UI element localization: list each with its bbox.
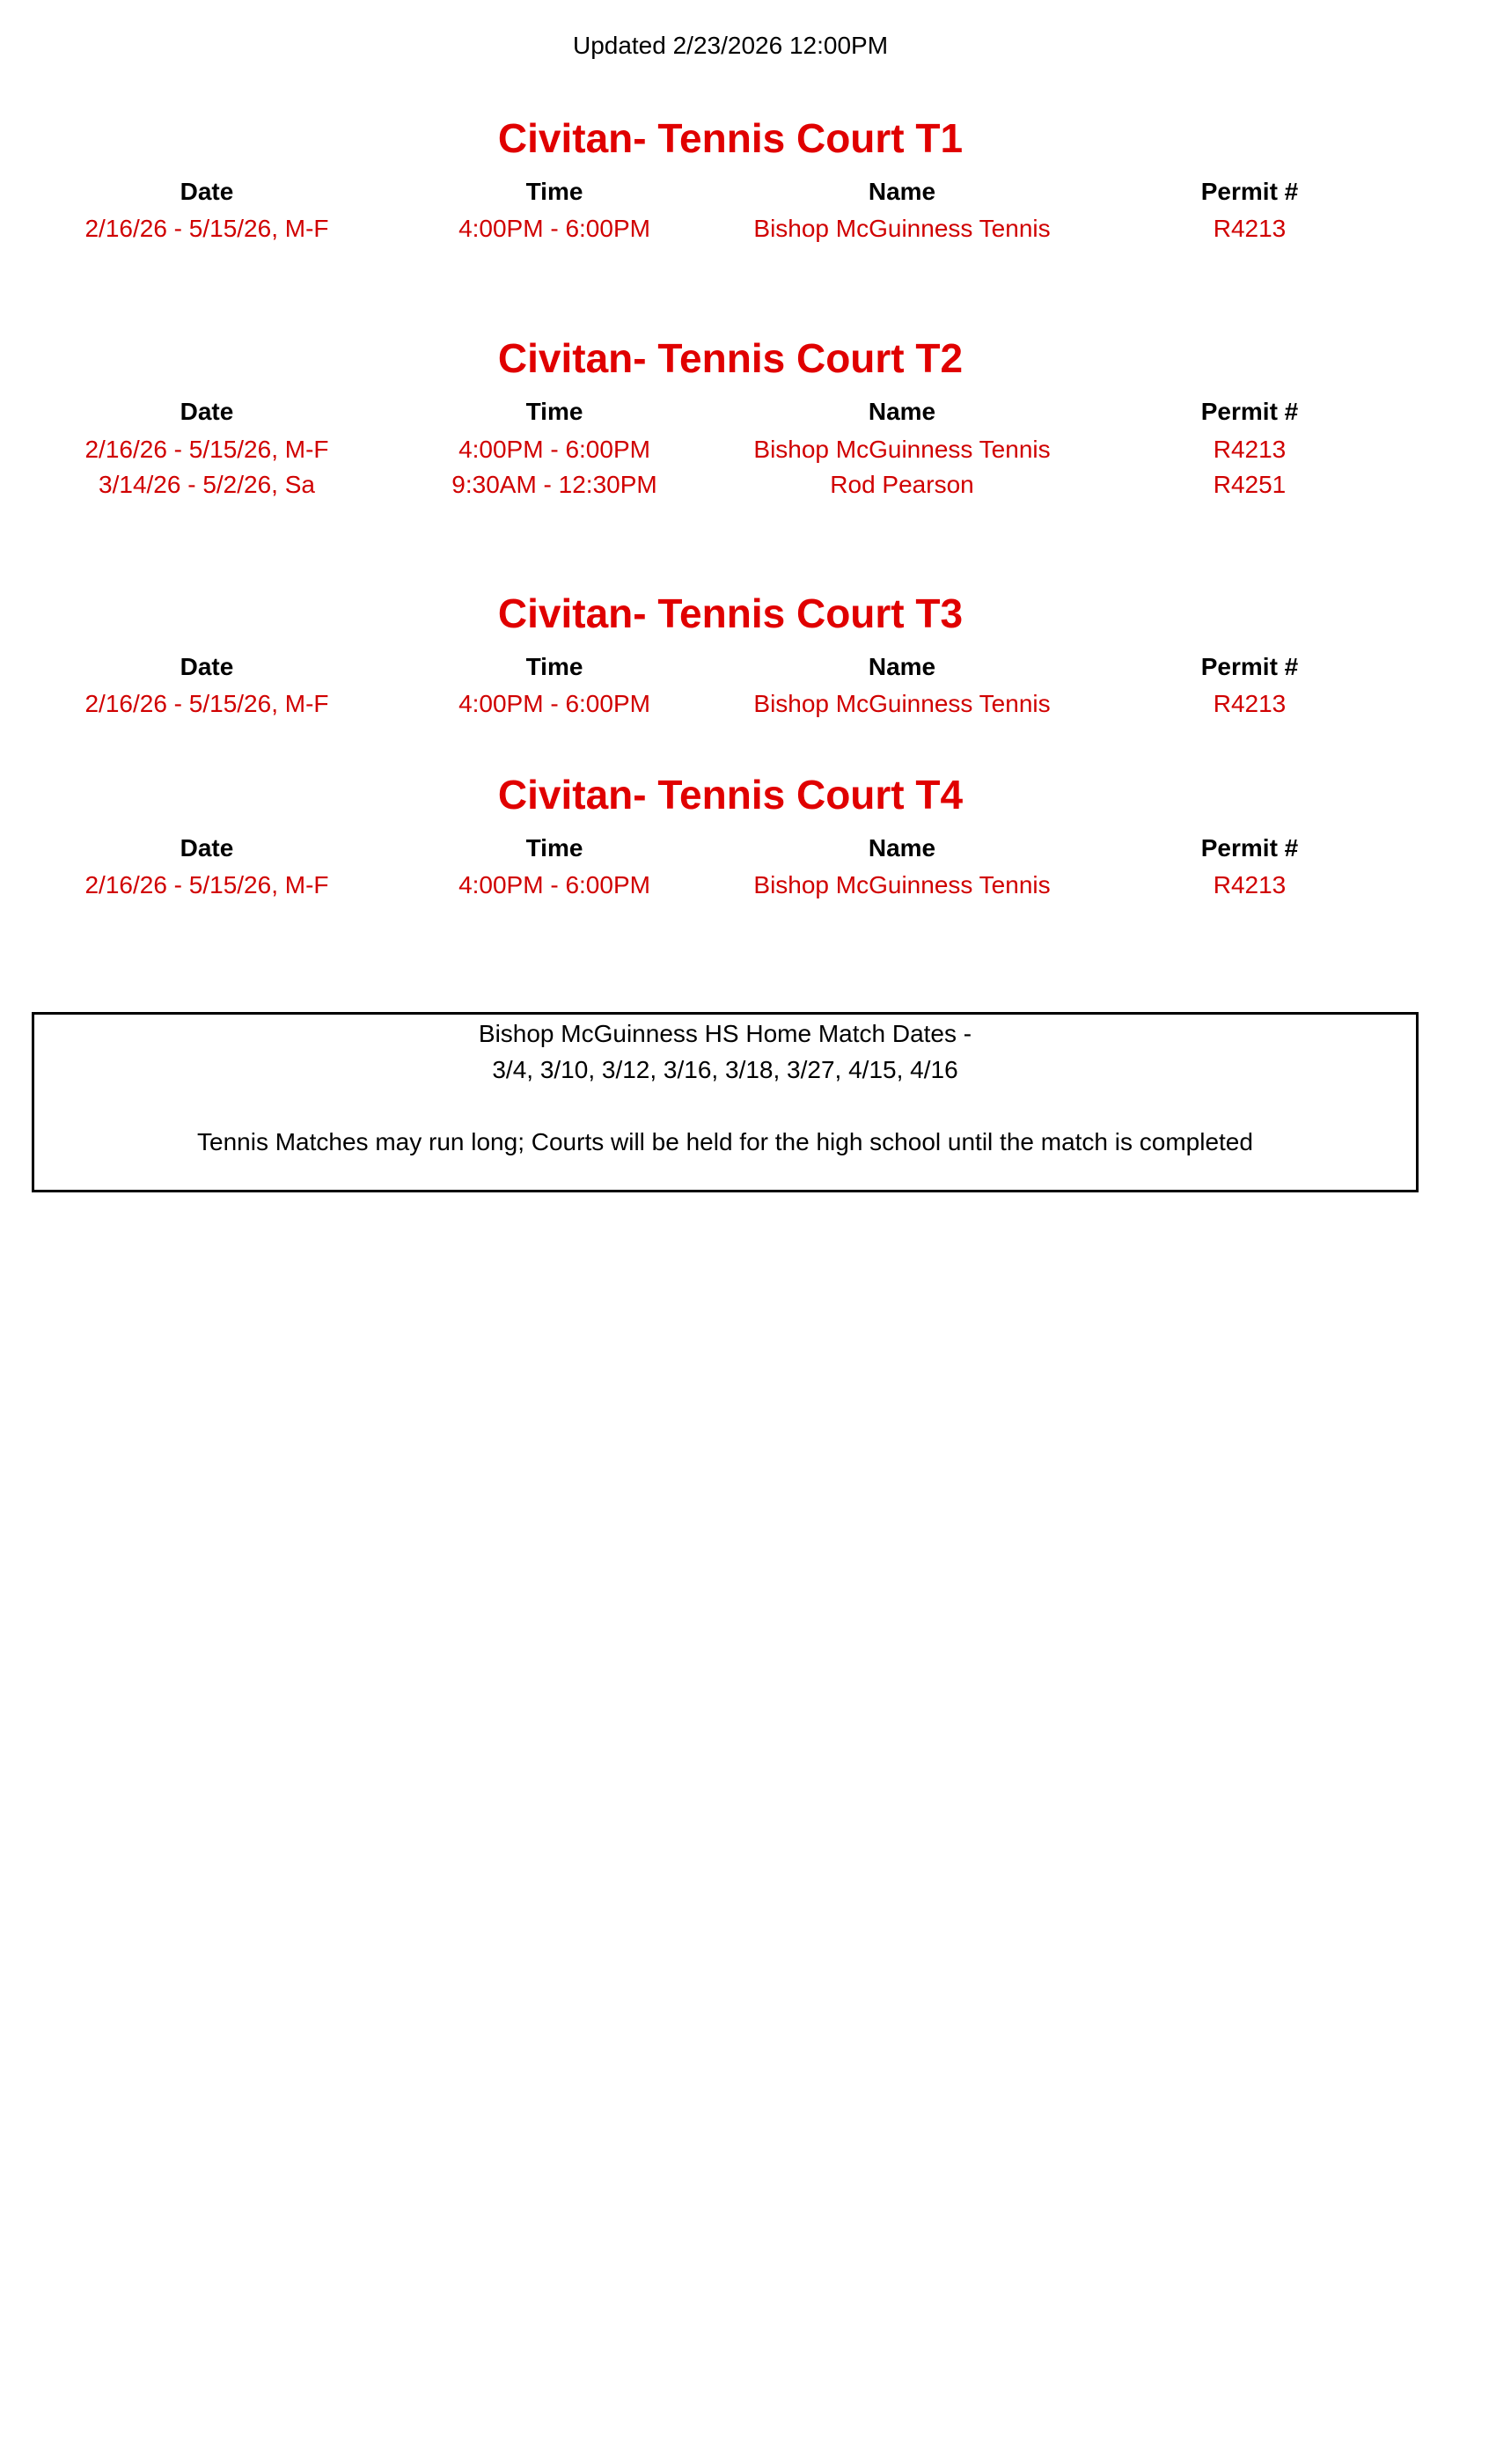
table-header-row	[0, 834, 1496, 869]
row-date: 2/16/26 - 5/15/26, M-F	[84, 215, 329, 242]
note-heading: Bishop McGuinness HS Home Match Dates -	[478, 1020, 972, 1047]
table-row	[0, 436, 1496, 471]
table-header-row	[0, 398, 1496, 433]
row-permit: R4213	[1213, 436, 1287, 463]
note-match-dates: 3/4, 3/10, 3/12, 3/16, 3/18, 3/27, 4/15, 4/16	[492, 1056, 958, 1083]
section-title: Civitan- Tennis Court T3	[497, 590, 964, 636]
home-match-note-box	[32, 1012, 1419, 1192]
header-name: Name	[868, 178, 936, 205]
row-date: 2/16/26 - 5/15/26, M-F	[84, 871, 329, 898]
updated-timestamp: Updated 2/23/2026 12:00PM	[572, 32, 889, 59]
header-date: Date	[180, 178, 234, 205]
row-time: 4:00PM - 6:00PM	[458, 690, 650, 717]
row-name: Bishop McGuinness Tennis	[753, 690, 1051, 717]
header-date: Date	[180, 398, 234, 425]
row-time: 4:00PM - 6:00PM	[458, 436, 650, 463]
header-permit: Permit #	[1200, 834, 1299, 862]
header-time: Time	[525, 834, 583, 862]
table-header-row	[0, 653, 1496, 688]
header-time: Time	[525, 398, 583, 425]
section-title: Civitan- Tennis Court T4	[497, 772, 964, 818]
row-date: 3/14/26 - 5/2/26, Sa	[99, 471, 315, 498]
row-permit: R4213	[1213, 215, 1287, 242]
row-permit: R4213	[1213, 690, 1287, 717]
row-name: Bishop McGuinness Tennis	[753, 436, 1051, 463]
table-row	[0, 690, 1496, 725]
row-name: Bishop McGuinness Tennis	[753, 215, 1051, 242]
header-time: Time	[525, 653, 583, 680]
section-title: Civitan- Tennis Court T2	[497, 335, 964, 381]
header-time: Time	[525, 178, 583, 205]
header-name: Name	[868, 398, 936, 425]
row-name: Bishop McGuinness Tennis	[753, 871, 1051, 898]
header-name: Name	[868, 834, 936, 862]
row-time: 4:00PM - 6:00PM	[458, 871, 650, 898]
row-permit: R4213	[1213, 871, 1287, 898]
row-date: 2/16/26 - 5/15/26, M-F	[84, 436, 329, 463]
header-permit: Permit #	[1200, 178, 1299, 205]
row-time: 9:30AM - 12:30PM	[451, 471, 657, 498]
header-name: Name	[868, 653, 936, 680]
table-row	[0, 215, 1496, 250]
row-date: 2/16/26 - 5/15/26, M-F	[84, 690, 329, 717]
row-name: Rod Pearson	[830, 471, 974, 498]
table-header-row	[0, 178, 1496, 213]
header-permit: Permit #	[1200, 653, 1299, 680]
note-disclaimer: Tennis Matches may run long; Courts will be held for the high school until the match is completed	[197, 1128, 1253, 1155]
header-date: Date	[180, 834, 234, 862]
table-row	[0, 471, 1496, 506]
header-date: Date	[180, 653, 234, 680]
header-permit: Permit #	[1200, 398, 1299, 425]
row-time: 4:00PM - 6:00PM	[458, 215, 650, 242]
row-permit: R4251	[1213, 471, 1287, 498]
table-row	[0, 871, 1496, 906]
section-title: Civitan- Tennis Court T1	[497, 115, 964, 161]
